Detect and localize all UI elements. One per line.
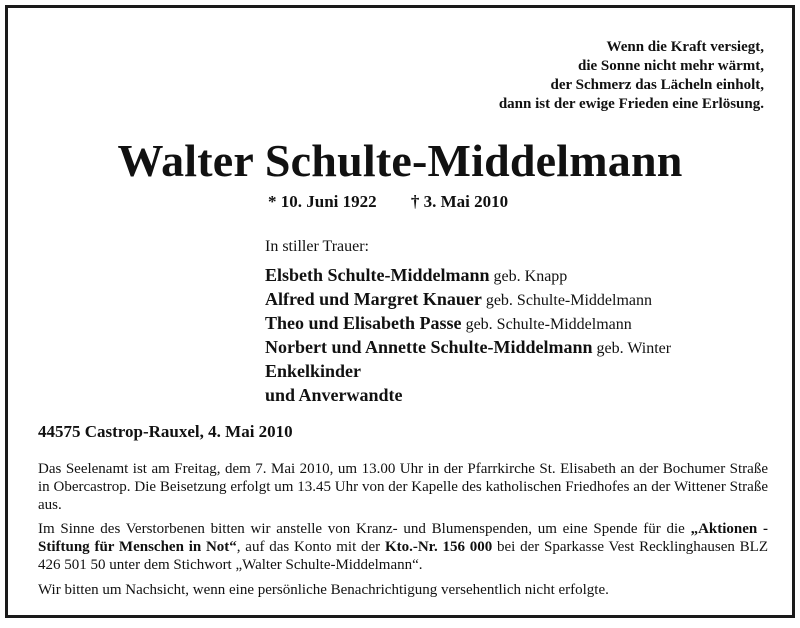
mourner-maiden-name: geb. Winter	[592, 340, 672, 357]
donation-account: Kto.-Nr. 156 000	[384, 539, 493, 555]
donation-end: bei der Sparkasse Vest Recklinghausen BLZ 426 501 50 unter dem Stichwort „Walter Schulte-Middelmann“.	[38, 539, 768, 573]
mourner-row	[265, 288, 671, 312]
mourner-row	[265, 312, 671, 336]
obituary-notice	[5, 5, 795, 618]
donation-organization: „Aktionen - Stiftung für Menschen in Not“	[38, 521, 768, 555]
mourners-list	[265, 264, 671, 408]
mourner-name: Theo und Elisabeth Passe	[265, 313, 462, 333]
mourner-row	[265, 360, 671, 384]
mourner-name: und Anverwandte	[265, 385, 403, 405]
donation-mid: , auf das Konto mit der	[236, 539, 385, 555]
poem-line: dann ist der ewige Frieden eine Erlösung.	[498, 96, 764, 112]
mourner-row	[265, 384, 671, 408]
mourner-name: Enkelkinder	[265, 361, 362, 381]
funeral-paragraph: Das Seelenamt ist am Freitag, dem 7. Mai 2010, um 13.00 Uhr in der Pfarrkirche St. Elisabeth an der Bochumer Straße in Obercastrop. Die Beisetzung erfolgt um 13.45 Uhr von der Kapelle des katholischen Friedhofes an der Wittener Straße aus.	[38, 461, 768, 513]
death-date: † 3. Mai 2010	[410, 192, 509, 211]
donation-paragraph	[38, 520, 768, 574]
mourner-row	[265, 264, 671, 288]
birth-date: * 10. Juni 1922	[268, 192, 377, 211]
poem-line: Wenn die Kraft versiegt,	[606, 39, 764, 55]
mourning-title: In stiller Trauer:	[265, 238, 369, 255]
poem	[499, 38, 764, 114]
apology-paragraph: Wir bitten um Nachsicht, wenn eine persönliche Benachrichtigung versehentlich nicht erfolgte.	[38, 582, 609, 598]
mourner-row	[265, 336, 671, 360]
mourner-name: Elsbeth Schulte-Middelmann	[265, 265, 490, 285]
place-and-date: 44575 Castrop-Rauxel, 4. Mai 2010	[38, 422, 293, 441]
mourner-name: Alfred und Margret Knauer	[265, 289, 482, 309]
mourner-maiden-name: geb. Schulte-Middelmann	[461, 316, 632, 333]
donation-intro: Im Sinne des Verstorbenen bitten wir anstelle von Kranz- und Blumenspenden, um eine Spende für die	[38, 521, 691, 537]
mourner-maiden-name: geb. Schulte-Middelmann	[481, 292, 653, 309]
mourner-name: Norbert und Annette Schulte-Middelmann	[265, 337, 593, 357]
mourner-maiden-name: geb. Knapp	[489, 268, 568, 285]
poem-line: die Sonne nicht mehr wärmt,	[578, 58, 764, 74]
deceased-name: Walter Schulte-Middelmann	[117, 135, 683, 186]
poem-line: der Schmerz das Lächeln einholt,	[550, 77, 764, 93]
life-dates	[268, 192, 508, 212]
